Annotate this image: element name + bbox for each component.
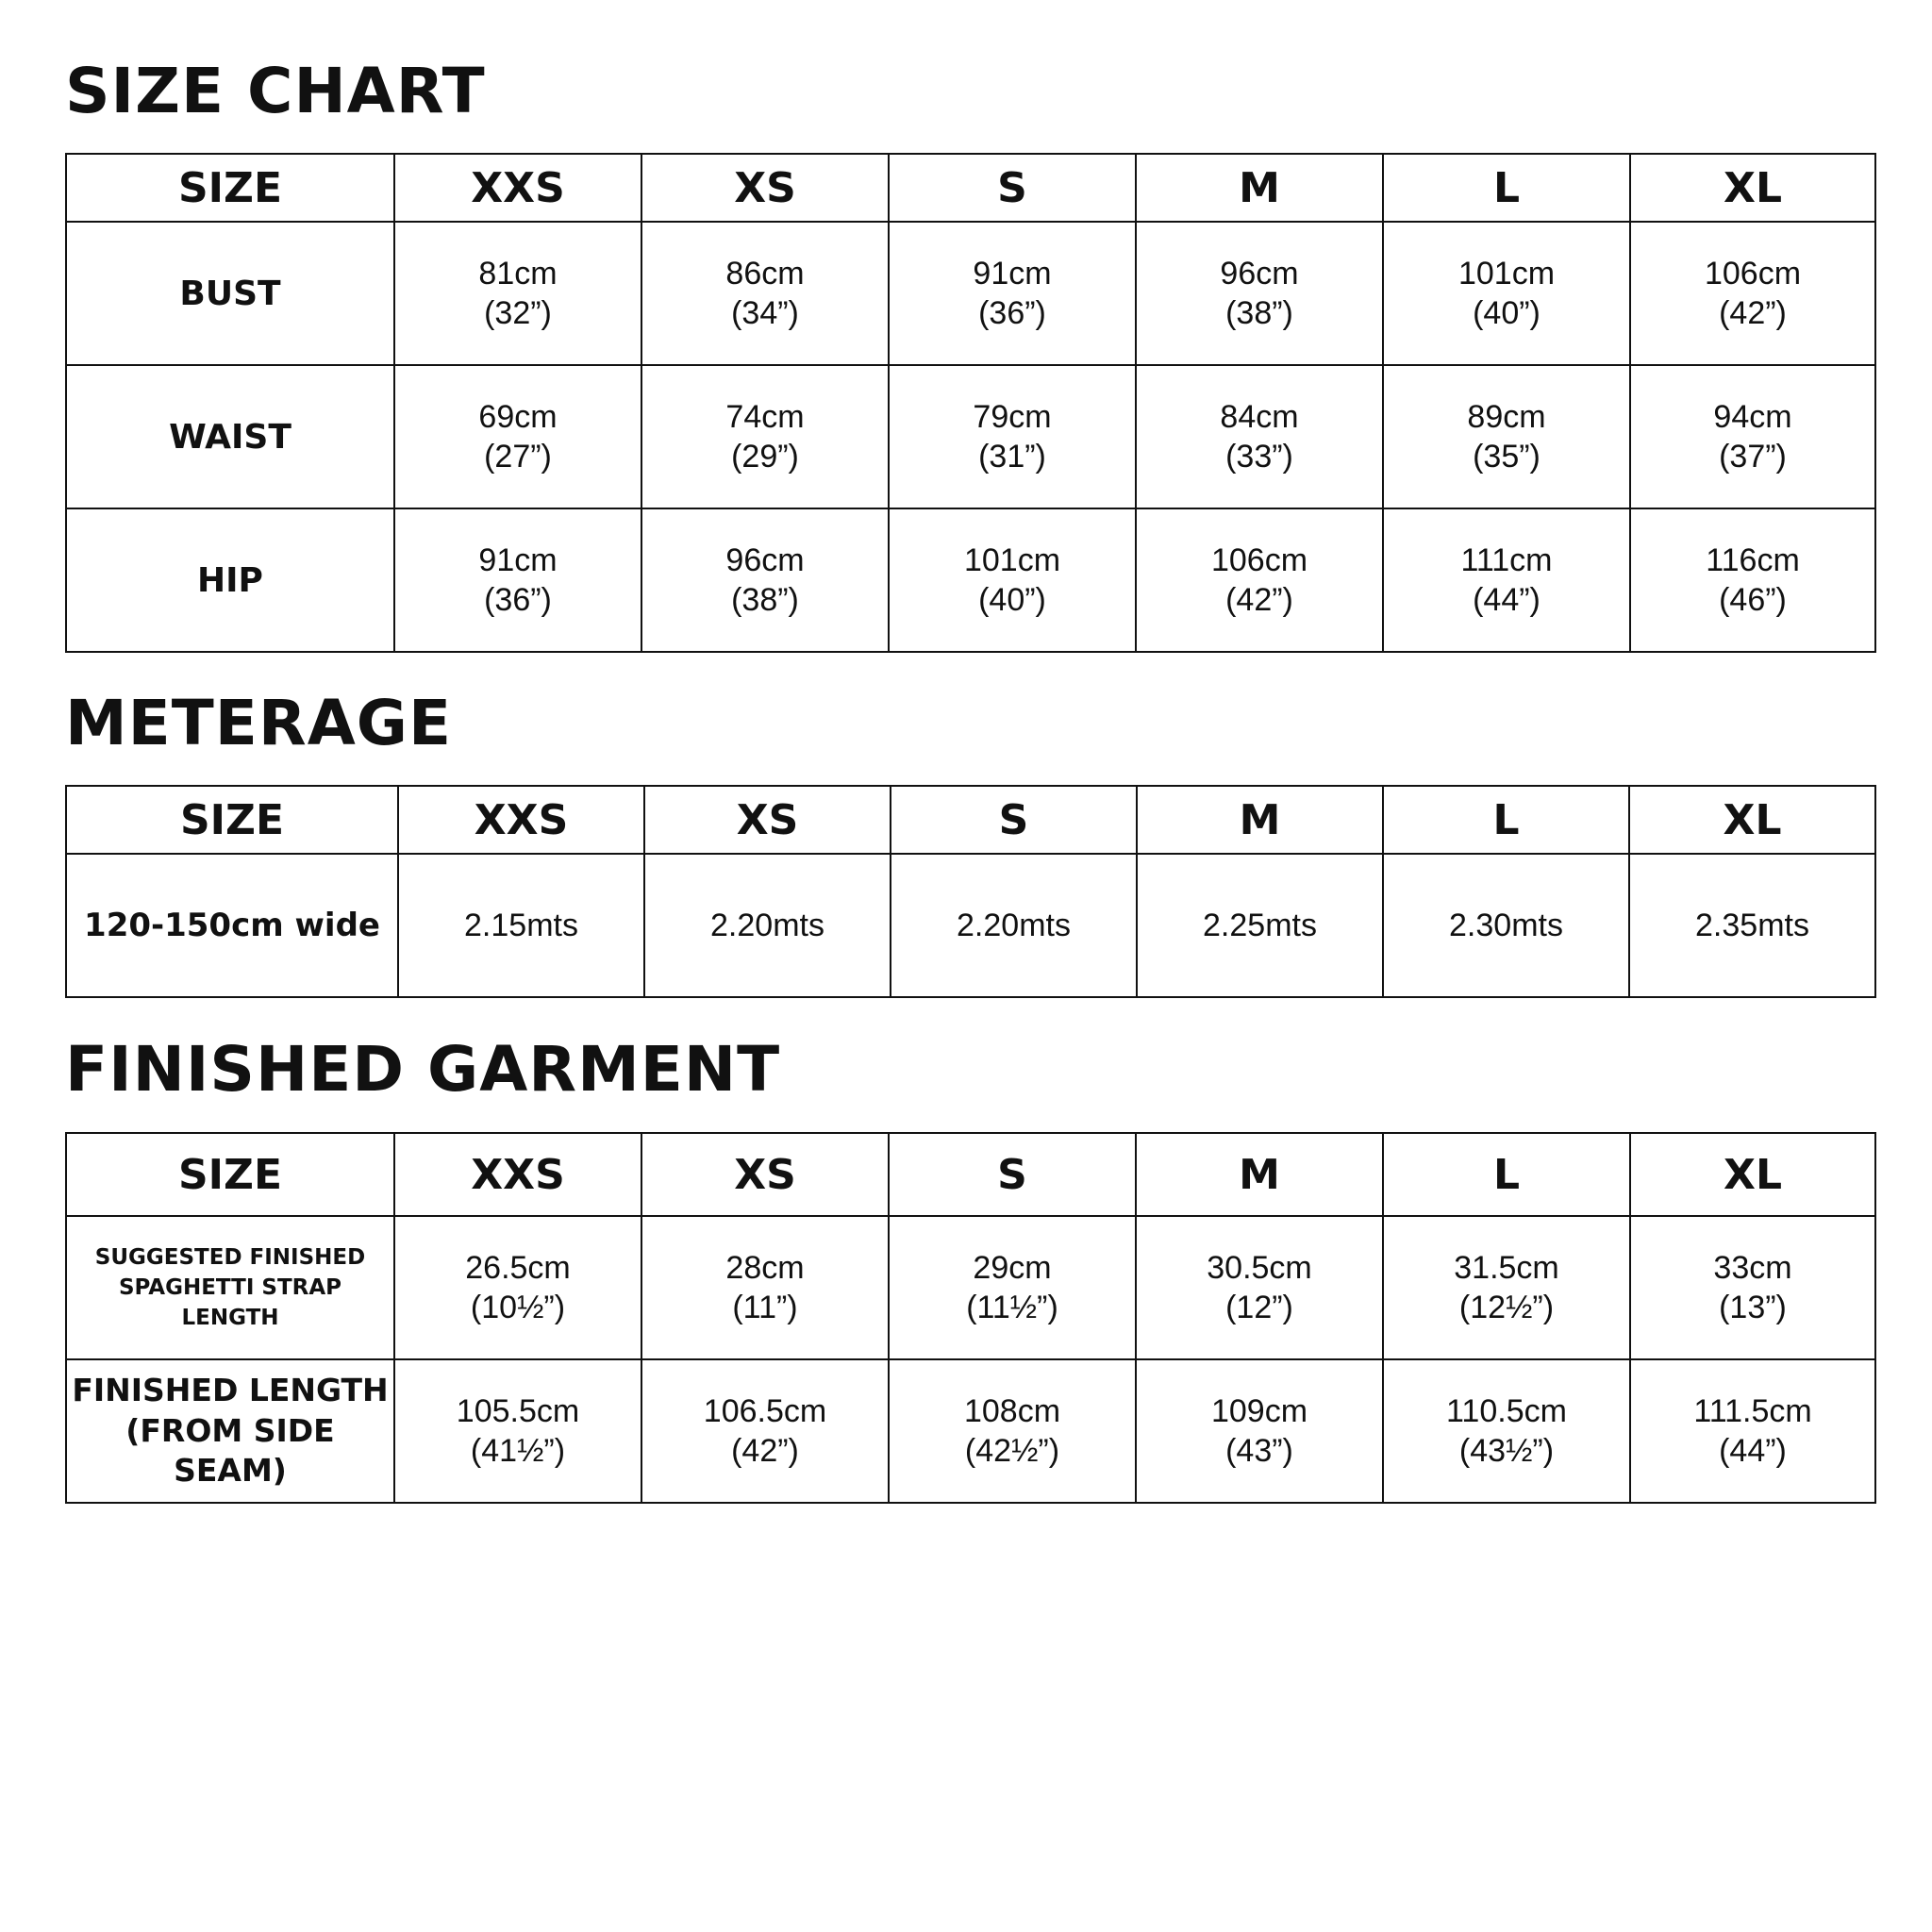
table-row — [66, 365, 1875, 508]
table-row — [66, 508, 1875, 652]
header-cell: XL — [1630, 154, 1875, 222]
table-row — [66, 222, 1875, 365]
row-label: FINISHED LENGTH (FROM SIDE SEAM) — [66, 1359, 394, 1503]
value-cell: 2.20mts — [891, 854, 1137, 997]
value-cell: 2.35mts — [1629, 854, 1875, 997]
value-cell: 96cm (38”) — [1136, 222, 1383, 365]
value-cell: 106.5cm (42”) — [641, 1359, 889, 1503]
value-cell: 111cm (44”) — [1383, 508, 1630, 652]
table-row — [66, 1216, 1875, 1359]
value-cell: 2.15mts — [398, 854, 644, 997]
value-cell: 101cm (40”) — [889, 508, 1136, 652]
header-cell: XL — [1629, 786, 1875, 854]
finished-garment-title: FINISHED GARMENT — [65, 1033, 781, 1106]
size-chart-table — [65, 153, 1876, 653]
header-cell: M — [1136, 1133, 1383, 1216]
header-cell: XL — [1630, 1133, 1875, 1216]
table-row — [66, 854, 1875, 997]
value-cell: 96cm (38”) — [641, 508, 889, 652]
header-cell: XXS — [394, 1133, 641, 1216]
header-cell: SIZE — [66, 1133, 394, 1216]
row-label: BUST — [66, 222, 394, 365]
size-chart-title: SIZE CHART — [65, 55, 486, 127]
header-cell: L — [1383, 786, 1629, 854]
value-cell: 84cm (33”) — [1136, 365, 1383, 508]
value-cell: 94cm (37”) — [1630, 365, 1875, 508]
value-cell: 106cm (42”) — [1136, 508, 1383, 652]
value-cell: 109cm (43”) — [1136, 1359, 1383, 1503]
value-cell: 31.5cm (12½”) — [1383, 1216, 1630, 1359]
size-chart-header-row — [66, 154, 1875, 222]
header-cell: S — [889, 154, 1136, 222]
value-cell: 116cm (46”) — [1630, 508, 1875, 652]
value-cell: 108cm (42½”) — [889, 1359, 1136, 1503]
value-cell: 101cm (40”) — [1383, 222, 1630, 365]
row-label: WAIST — [66, 365, 394, 508]
row-label: SUGGESTED FINISHED SPAGHETTI STRAP LENGTH — [66, 1216, 394, 1359]
value-cell: 91cm (36”) — [889, 222, 1136, 365]
header-cell: S — [891, 786, 1137, 854]
finished-garment-table — [65, 1132, 1876, 1504]
value-cell: 105.5cm (41½”) — [394, 1359, 641, 1503]
value-cell: 110.5cm (43½”) — [1383, 1359, 1630, 1503]
value-cell: 79cm (31”) — [889, 365, 1136, 508]
meterage-title: METERAGE — [65, 687, 453, 759]
value-cell: 2.20mts — [644, 854, 891, 997]
header-cell: XS — [641, 1133, 889, 1216]
value-cell: 111.5cm (44”) — [1630, 1359, 1875, 1503]
value-cell: 106cm (42”) — [1630, 222, 1875, 365]
value-cell: 30.5cm (12”) — [1136, 1216, 1383, 1359]
value-cell: 28cm (11”) — [641, 1216, 889, 1359]
header-cell: S — [889, 1133, 1136, 1216]
table-row — [66, 1359, 1875, 1503]
value-cell: 2.25mts — [1137, 854, 1383, 997]
value-cell: 89cm (35”) — [1383, 365, 1630, 508]
header-cell: XXS — [394, 154, 641, 222]
meterage-table — [65, 785, 1876, 998]
value-cell: 69cm (27”) — [394, 365, 641, 508]
meterage-header-row — [66, 786, 1875, 854]
value-cell: 91cm (36”) — [394, 508, 641, 652]
value-cell: 29cm (11½”) — [889, 1216, 1136, 1359]
value-cell: 2.30mts — [1383, 854, 1629, 997]
row-label: 120-150cm wide — [66, 854, 398, 997]
value-cell: 33cm (13”) — [1630, 1216, 1875, 1359]
header-cell: SIZE — [66, 154, 394, 222]
value-cell: 86cm (34”) — [641, 222, 889, 365]
header-cell: XS — [644, 786, 891, 854]
header-cell: XS — [641, 154, 889, 222]
row-label: HIP — [66, 508, 394, 652]
finished-garment-header-row — [66, 1133, 1875, 1216]
header-cell: M — [1136, 154, 1383, 222]
header-cell: XXS — [398, 786, 644, 854]
value-cell: 81cm (32”) — [394, 222, 641, 365]
header-cell: SIZE — [66, 786, 398, 854]
header-cell: M — [1137, 786, 1383, 854]
value-cell: 74cm (29”) — [641, 365, 889, 508]
value-cell: 26.5cm (10½”) — [394, 1216, 641, 1359]
header-cell: L — [1383, 1133, 1630, 1216]
header-cell: L — [1383, 154, 1630, 222]
